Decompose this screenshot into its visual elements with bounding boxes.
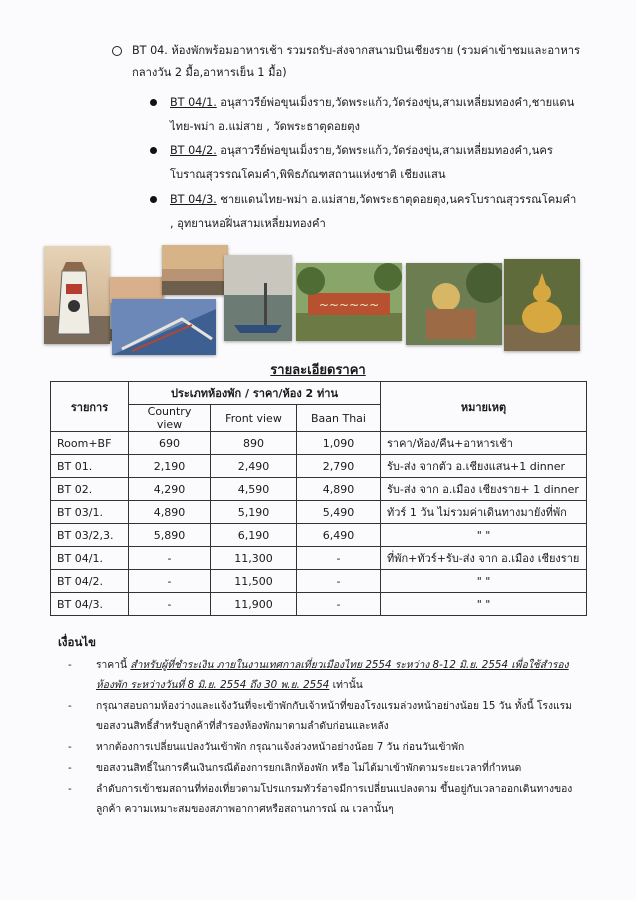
monument-photo <box>44 246 110 344</box>
dash-bullet-icon: - <box>68 741 72 753</box>
row-item: Room+BF <box>51 432 129 455</box>
price-country-view: - <box>129 547 211 570</box>
row-note: ราคา/ห้อง/คืน+อาหารเช้า <box>381 432 587 455</box>
temple-roof-photo <box>112 299 216 355</box>
row-note: " " <box>381 593 587 616</box>
row-note: " " <box>381 524 587 547</box>
row-item: BT 03/2,3. <box>51 524 129 547</box>
ruins-photo <box>406 263 502 345</box>
price-baan-thai: 6,490 <box>297 524 381 547</box>
table-row <box>51 478 587 501</box>
condition-text: ลำดับการเข้าชมสถานที่ท่องเที่ยวตามโปรแกรมทัวร์อาจมีการเปลี่ยนแปลงตาม ขึ้นอยู่กับเวลาออกเดินทางของลูกค้า ความเหมาะสมของสภาพอากาศหรือสถานการณ์ ณ เวลานั้นๆ <box>96 783 573 815</box>
price-front-view: 11,500 <box>211 570 297 593</box>
condition-item <box>68 696 578 736</box>
row-item: BT 03/1. <box>51 501 129 524</box>
row-note: รับ-ส่ง จาก อ.เมือง เชียงราย+ 1 dinner <box>381 478 587 501</box>
bullet-icon <box>150 196 157 203</box>
row-item: BT 04/1. <box>51 547 129 570</box>
row-item: BT 01. <box>51 455 129 478</box>
price-country-view: 5,890 <box>129 524 211 547</box>
price-table <box>50 381 587 616</box>
price-baan-thai: 4,890 <box>297 478 381 501</box>
price-front-view: 6,190 <box>211 524 297 547</box>
option-description: อนุสาวรีย์พ่อขุนเม็งราย,วัดพระแก้ว,วัดร่องขุ่น,สามเหลี่ยมทองคำ,นครโบราณสุวรรณโคมคำ,พิพิธภัณฑสถานแห่งชาติ เชียงแสน <box>170 144 553 181</box>
photo-strip <box>44 243 584 355</box>
sunset-river-photo <box>162 245 228 295</box>
svg-text:~~~~~~: ~~~~~~ <box>318 298 380 312</box>
condition-item <box>68 758 578 778</box>
garden-sign-photo <box>296 263 402 341</box>
condition-item <box>68 655 578 695</box>
package-code: BT 04. <box>132 44 168 57</box>
header-baan-thai: Baan Thai <box>297 405 381 432</box>
boat-photo <box>224 255 292 341</box>
table-row <box>51 432 587 455</box>
option-item <box>150 139 580 187</box>
header-item: รายการ <box>51 382 129 432</box>
option-code: BT 04/2. <box>170 144 217 157</box>
option-description: ชายแดนไทย-พม่า อ.แม่สาย,วัดพระธาตุดอยตุง,นครโบราณสุวรรณโคมคำ , อุทยานหอฝิ่นสามเหลี่ยมทองคำ <box>170 193 577 230</box>
table-row <box>51 455 587 478</box>
conditions-list <box>68 655 578 820</box>
option-code: BT 04/1. <box>170 96 217 109</box>
price-baan-thai: - <box>297 593 381 616</box>
price-front-view: 890 <box>211 432 297 455</box>
table-row <box>51 593 587 616</box>
header-country-view: Country view <box>129 405 211 432</box>
row-note: " " <box>381 570 587 593</box>
price-country-view: - <box>129 593 211 616</box>
table-row <box>51 501 587 524</box>
condition-text: หากต้องการเปลี่ยนแปลงวันเข้าพัก กรุณาแจ้งล่วงหน้าอย่างน้อย 7 วัน ก่อนวันเข้าพัก <box>96 741 465 753</box>
dash-bullet-icon: - <box>68 762 72 774</box>
price-baan-thai: - <box>297 547 381 570</box>
price-country-view: 4,290 <box>129 478 211 501</box>
price-front-view: 11,900 <box>211 593 297 616</box>
package-item <box>112 40 582 84</box>
price-front-view: 2,490 <box>211 455 297 478</box>
golden-buddha-photo <box>504 259 580 351</box>
row-note: ที่พัก+ทัวร์+รับ-ส่ง จาก อ.เมือง เชียงราย <box>381 547 587 570</box>
price-baan-thai: - <box>297 570 381 593</box>
header-front-view: Front view <box>211 405 297 432</box>
bullet-icon <box>150 99 157 106</box>
price-country-view: - <box>129 570 211 593</box>
row-item: BT 04/3. <box>51 593 129 616</box>
option-code: BT 04/3. <box>170 193 217 206</box>
condition-item <box>68 779 578 819</box>
bullet-icon <box>150 147 157 154</box>
table-row <box>51 524 587 547</box>
condition-text: ราคานี้ <box>96 659 131 671</box>
package-description: ห้องพักพร้อมอาหารเช้า รวมรถรับ-ส่งจากสนามบินเชียงราย (รวมค่าเข้าชมและอาหารกลางวัน 2 มื้อ,อาหารเย็น 1 มื้อ) <box>132 44 581 79</box>
price-baan-thai: 2,790 <box>297 455 381 478</box>
condition-text: เท่านั้น <box>329 679 363 691</box>
dash-bullet-icon: - <box>68 659 72 671</box>
option-description: อนุสาวรีย์พ่อขุนเม็งราย,วัดพระแก้ว,วัดร่องขุ่น,สามเหลี่ยมทองคำ,ชายแดนไทย-พม่า อ.แม่สาย , วัดพระธาตุดอยตุง <box>170 96 575 133</box>
price-baan-thai: 5,490 <box>297 501 381 524</box>
header-note: หมายเหตุ <box>381 382 587 432</box>
header-room-type: ประเภทห้องพัก / ราคา/ห้อง 2 ท่าน <box>129 382 381 405</box>
option-item <box>150 91 580 139</box>
condition-text: ขอสงวนสิทธิ์ในการคืนเงินกรณีต้องการยกเลิกห้องพัก หรือ ไม่ได้มาเข้าพักตามระยะเวลาที่กำหนด <box>96 762 522 774</box>
price-baan-thai: 1,090 <box>297 432 381 455</box>
price-front-view: 11,300 <box>211 547 297 570</box>
table-row <box>51 570 587 593</box>
condition-item <box>68 737 578 757</box>
condition-text: กรุณาสอบถามห้องว่างและแจ้งวันที่จะเข้าพักกับเจ้าหน้าที่ของโรงแรมล่วงหน้าอย่างน้อย 15 วัน ทั้งนี้ โรงแรมขอสงวนสิทธิ์สำหรับลูกค้าที่สำรองห้องพักมาตามลำดับก่อนและหลัง <box>96 700 572 732</box>
dash-bullet-icon: - <box>68 783 72 795</box>
condition-text: สำหรับผู้ที่ชำระเงิน ภายในงานเทศกาลเที่ยวเมืองไทย 2554 ระหว่าง 8-12 มิ.ย. 2554 เพื่อใช้สำรองห้องพัก ระหว่างวันที่ 8 มิ.ย. 2554 ถึง 30 พ.ย. 2554 <box>96 659 569 691</box>
table-row <box>51 547 587 570</box>
dash-bullet-icon: - <box>68 700 72 712</box>
price-country-view: 690 <box>129 432 211 455</box>
row-note: ทัวร์ 1 วัน ไม่รวมค่าเดินทางมายังที่พัก <box>381 501 587 524</box>
option-item <box>150 188 580 236</box>
price-front-view: 5,190 <box>211 501 297 524</box>
row-note: รับ-ส่ง จากตัว อ.เชียงแสน+1 dinner <box>381 455 587 478</box>
circle-bullet-icon <box>112 46 122 56</box>
conditions-title: เงื่อนไข <box>58 635 96 649</box>
row-item: BT 04/2. <box>51 570 129 593</box>
price-country-view: 2,190 <box>129 455 211 478</box>
price-front-view: 4,590 <box>211 478 297 501</box>
price-country-view: 4,890 <box>129 501 211 524</box>
row-item: BT 02. <box>51 478 129 501</box>
price-table-title: รายละเอียดราคา <box>270 363 366 378</box>
